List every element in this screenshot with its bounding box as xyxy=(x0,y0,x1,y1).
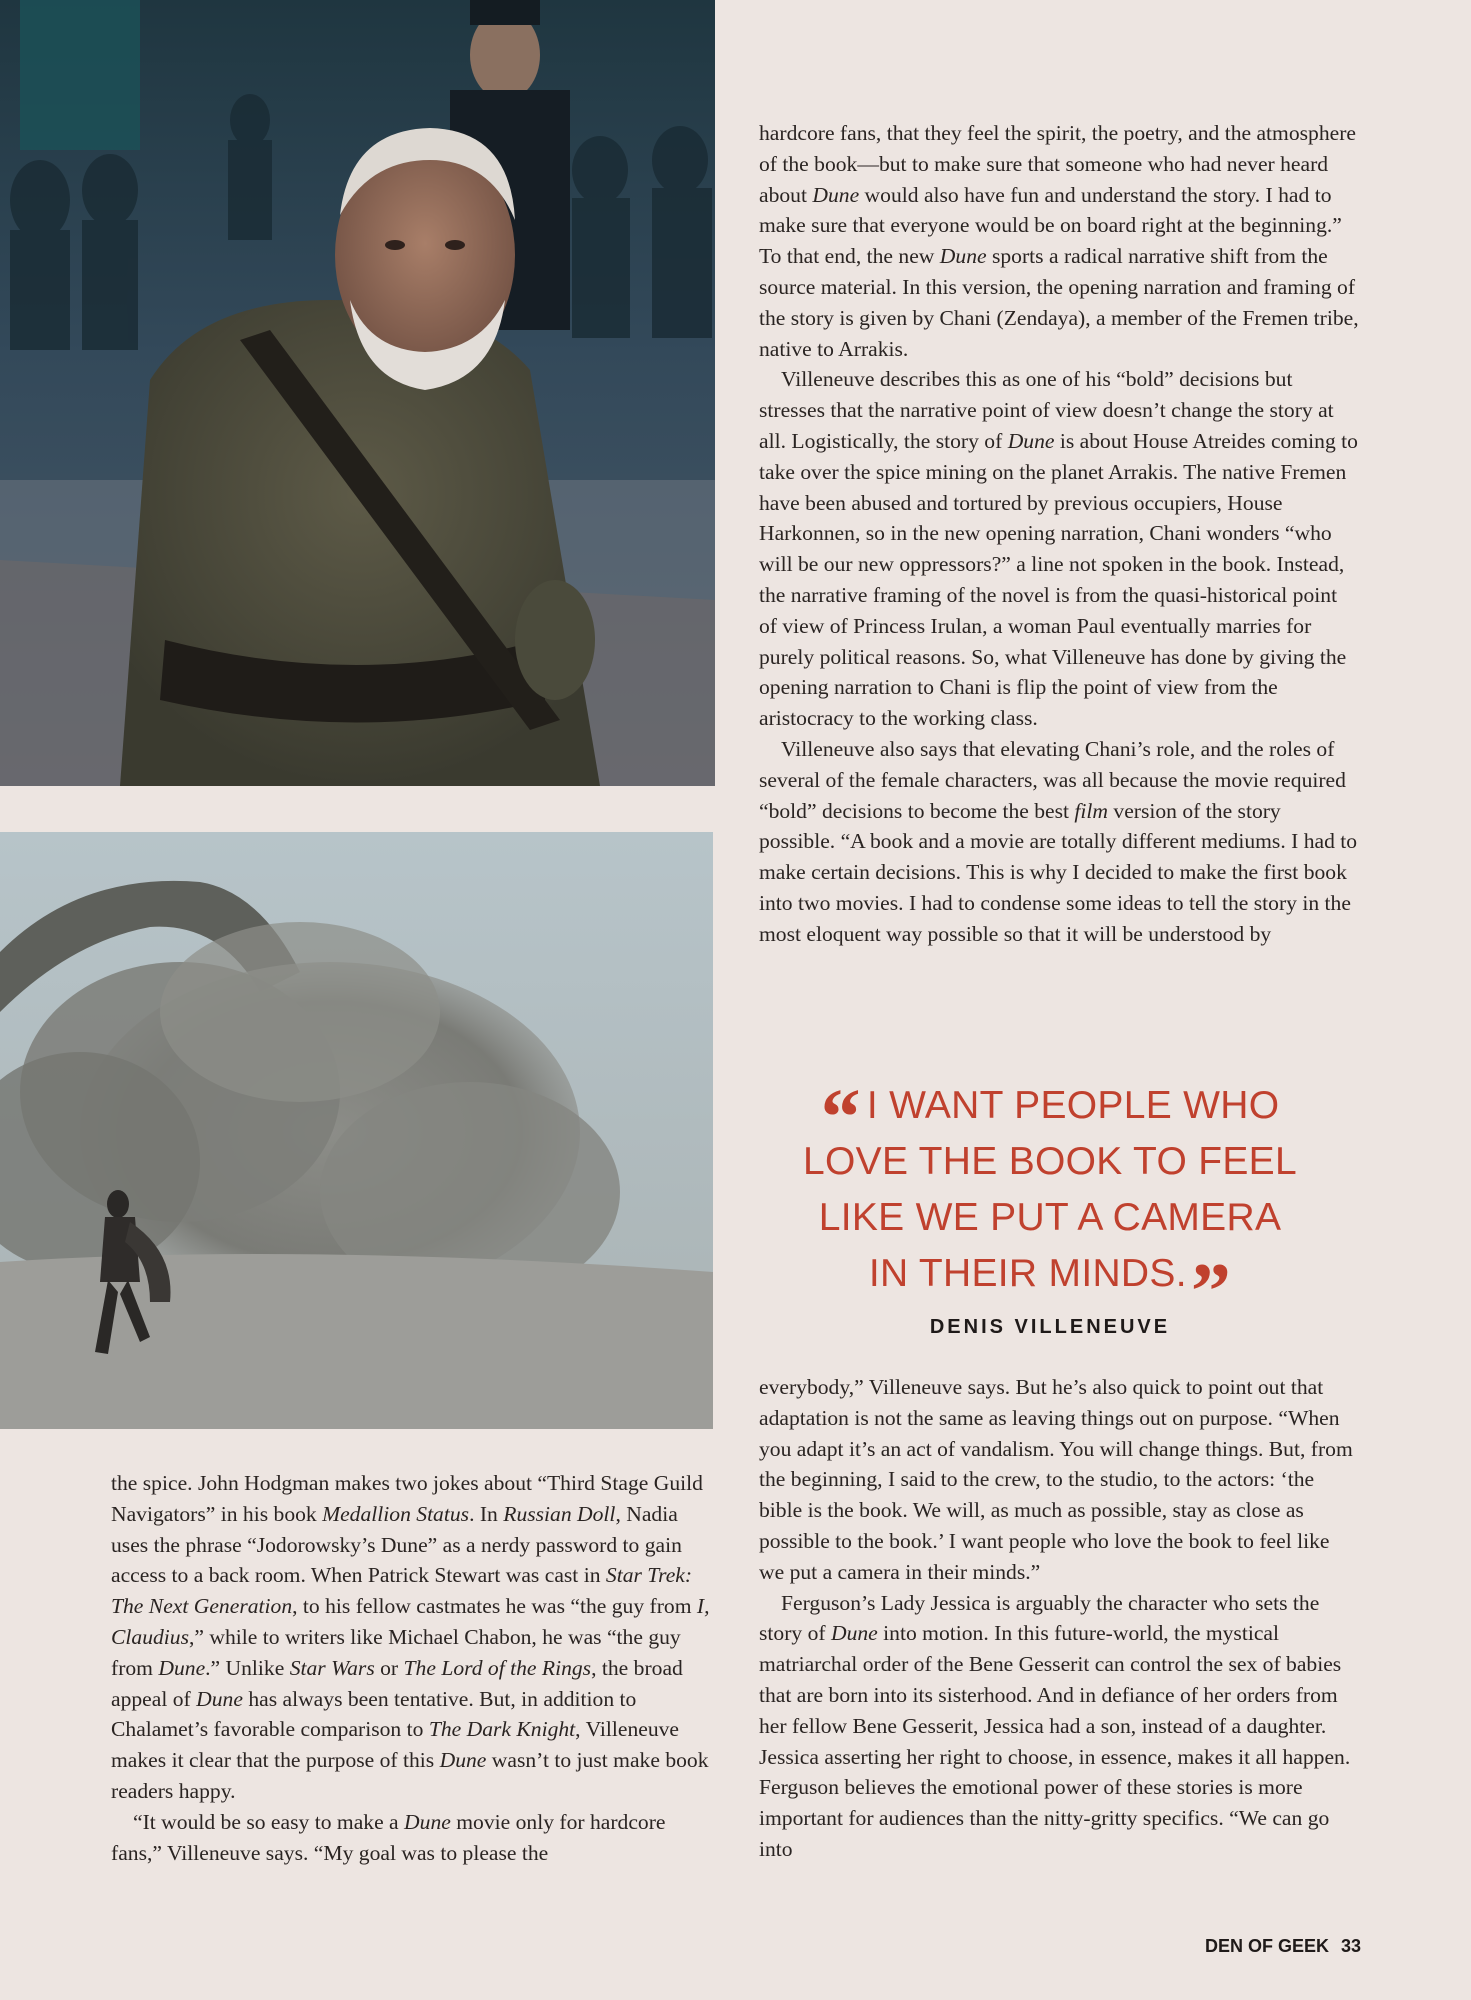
article-column-right-bottom xyxy=(759,1372,1359,1865)
text-run: Ferguson’s Lady Jessica is arguably the character who sets the story of xyxy=(759,1590,1320,1646)
text-run: or xyxy=(374,1655,404,1680)
text-run: , the broad appeal of xyxy=(111,1655,683,1711)
italic-title: Dune xyxy=(439,1748,487,1773)
italic-title: Dune xyxy=(830,1621,878,1646)
italic-title: Dune xyxy=(404,1809,451,1834)
page-number: 33 xyxy=(1340,1936,1361,1956)
italic-title: The Lord of the Rings xyxy=(403,1655,592,1680)
text-run: , to his fellow castmates he was “the guy from xyxy=(292,1594,697,1619)
text-run: Villeneuve describes this as one of his “bold” decisions but stresses that the narrative point of view doesn’t change the story at all. Logistically, the story of xyxy=(759,367,1334,453)
text-run: ,” while to writers like Michael Chabon, he was “the guy from xyxy=(111,1624,681,1680)
text-run: wasn’t to just make book readers happy. xyxy=(111,1748,709,1803)
text-run: into motion. In this future-world, the mystical matriarchal order of the Bene Gesserit can control the sex of babies that are born into its sisterhood. And in defiance of her orders from her fellow Bene Gesserit, Jessica had a son, instead of a daughter. Jessica asserting her right to choose, in essence, makes it all happen. Ferguson believes the emotional power of these stories is more important for audiences than the nitty-gritty specifics. “We can go into xyxy=(759,1621,1351,1861)
close-quote-mark: ” xyxy=(1190,1248,1232,1336)
text-run: . In xyxy=(469,1501,504,1526)
article-paragraph xyxy=(111,1468,711,1807)
text-run: version of the story possible. “A book and a movie are totally different mediums. I had to make certain decisions. This is why I decided to make the first book into two movies. I had to condense some ideas to tell the story in the most eloquent way possible so that it will be understood by xyxy=(759,798,1358,946)
pull-quote-line-2: LOVE THE BOOK TO FEEL xyxy=(803,1140,1297,1183)
text-run: hardcore fans, that they feel the spirit, the poetry, and the atmosphere of the book—but to make sure that someone who had never heard about xyxy=(759,121,1357,207)
portrait-photo-icon xyxy=(0,0,715,786)
article-paragraph xyxy=(111,1807,711,1869)
text-run: Villeneuve also says that elevating Chani’s role, and the roles of several of the female characters, was all because the movie required “bold” decisions to become the best xyxy=(759,736,1346,823)
text-run: would also have fun and understand the story. I had to make sure that everyone would be on board right at the beginning.” To that end, the new xyxy=(759,182,1342,269)
text-run: .” Unlike xyxy=(205,1655,290,1680)
article-paragraph xyxy=(759,1372,1359,1588)
text-run: has always been tentative. But, in addition to Chalamet’s favorable comparison to xyxy=(111,1686,637,1742)
page-footer xyxy=(1205,1936,1361,1957)
pull-quote-attribution: DENIS VILLENEUVE xyxy=(929,1316,1171,1338)
italic-title: Dune xyxy=(158,1655,206,1680)
text-run: sports a radical narrative shift from the source material. In this version, the opening narration and framing of the story is given by Chani (Zendaya), a member of the Fremen tribe, native to Arrakis. xyxy=(759,244,1359,361)
italic-title: Dune xyxy=(196,1686,243,1711)
photo-sandstorm-runner xyxy=(0,832,713,1429)
text-run: “It would be so easy to make a xyxy=(133,1809,405,1834)
article-paragraph xyxy=(759,734,1359,950)
pull-quote-line-1: “ I WANT PEOPLE WHO xyxy=(820,1074,1280,1162)
pull-quote-line-4: IN THEIR MINDS.” xyxy=(868,1248,1232,1336)
photo-military-officer xyxy=(0,0,715,786)
italic-title: Dune xyxy=(812,182,860,207)
pull-quote-line-3: LIKE WE PUT A CAMERA xyxy=(818,1196,1282,1239)
landscape-photo-icon xyxy=(0,832,713,1429)
text-run: , Nadia uses the phrase “Jodorowsky’s Dune” as a nerdy password to gain access to a back room. When Patrick Stewart was cast in xyxy=(111,1501,682,1588)
text-run: movie only for hardcore fans,” Villeneuve says. “My goal was to please the xyxy=(111,1809,666,1865)
article-column-left-bottom xyxy=(111,1468,711,1868)
text-run: is about House Atreides coming to take over the spice mining on the planet Arrakis. The native Fremen have been abused and tortured by previous occupiers, House Harkonnen, so in the new opening narration, Chani wonders “who will be our new oppressors?” a line not spoken in the book. Instead, the narrative framing of the novel is from the quasi-historical point of view of Princess Irulan, a woman Paul eventually marries for purely political reasons. So, what Villeneuve has done by giving the opening narration to Chani is flip the point of view from the aristocracy to the working class. xyxy=(759,428,1358,731)
italic-title: film xyxy=(1074,798,1109,823)
article-column-right-top xyxy=(759,118,1359,950)
article-paragraph xyxy=(759,118,1359,364)
italic-title: Star Wars xyxy=(289,1655,375,1680)
article-paragraph xyxy=(759,364,1359,734)
article-paragraph xyxy=(759,1588,1359,1865)
italic-title: Medallion Status xyxy=(322,1501,470,1526)
open-quote-mark: “ xyxy=(820,1074,861,1162)
italic-title: The Dark Knight xyxy=(428,1717,576,1742)
text-run: , Villeneuve makes it clear that the purpose of this xyxy=(111,1717,680,1773)
text-run: everybody,” Villeneuve says. But he’s also quick to point out that adaptation is not the same as leaving things out on purpose. “When you adapt it’s an act of vandalism. You will change things. But, from the beginning, I said to the crew, to the studio, to the actors: ‘the bible is the book. We will, as much as possible, stay as close as possible to the book.’ I want people who love the book to feel like we put a camera in their minds.” xyxy=(759,1375,1353,1584)
italic-title: Dune xyxy=(1007,428,1055,453)
italic-title: Star Trek: The Next Generation xyxy=(111,1563,693,1619)
italic-title: Russian Doll xyxy=(503,1501,616,1526)
italic-title: I, Claudius xyxy=(111,1594,710,1649)
italic-title: Dune xyxy=(939,244,987,269)
text-run: the spice. John Hodgman makes two jokes about “Third Stage Guild Navigators” in his book xyxy=(111,1471,703,1526)
magazine-name: DEN OF GEEK xyxy=(1204,1936,1329,1956)
